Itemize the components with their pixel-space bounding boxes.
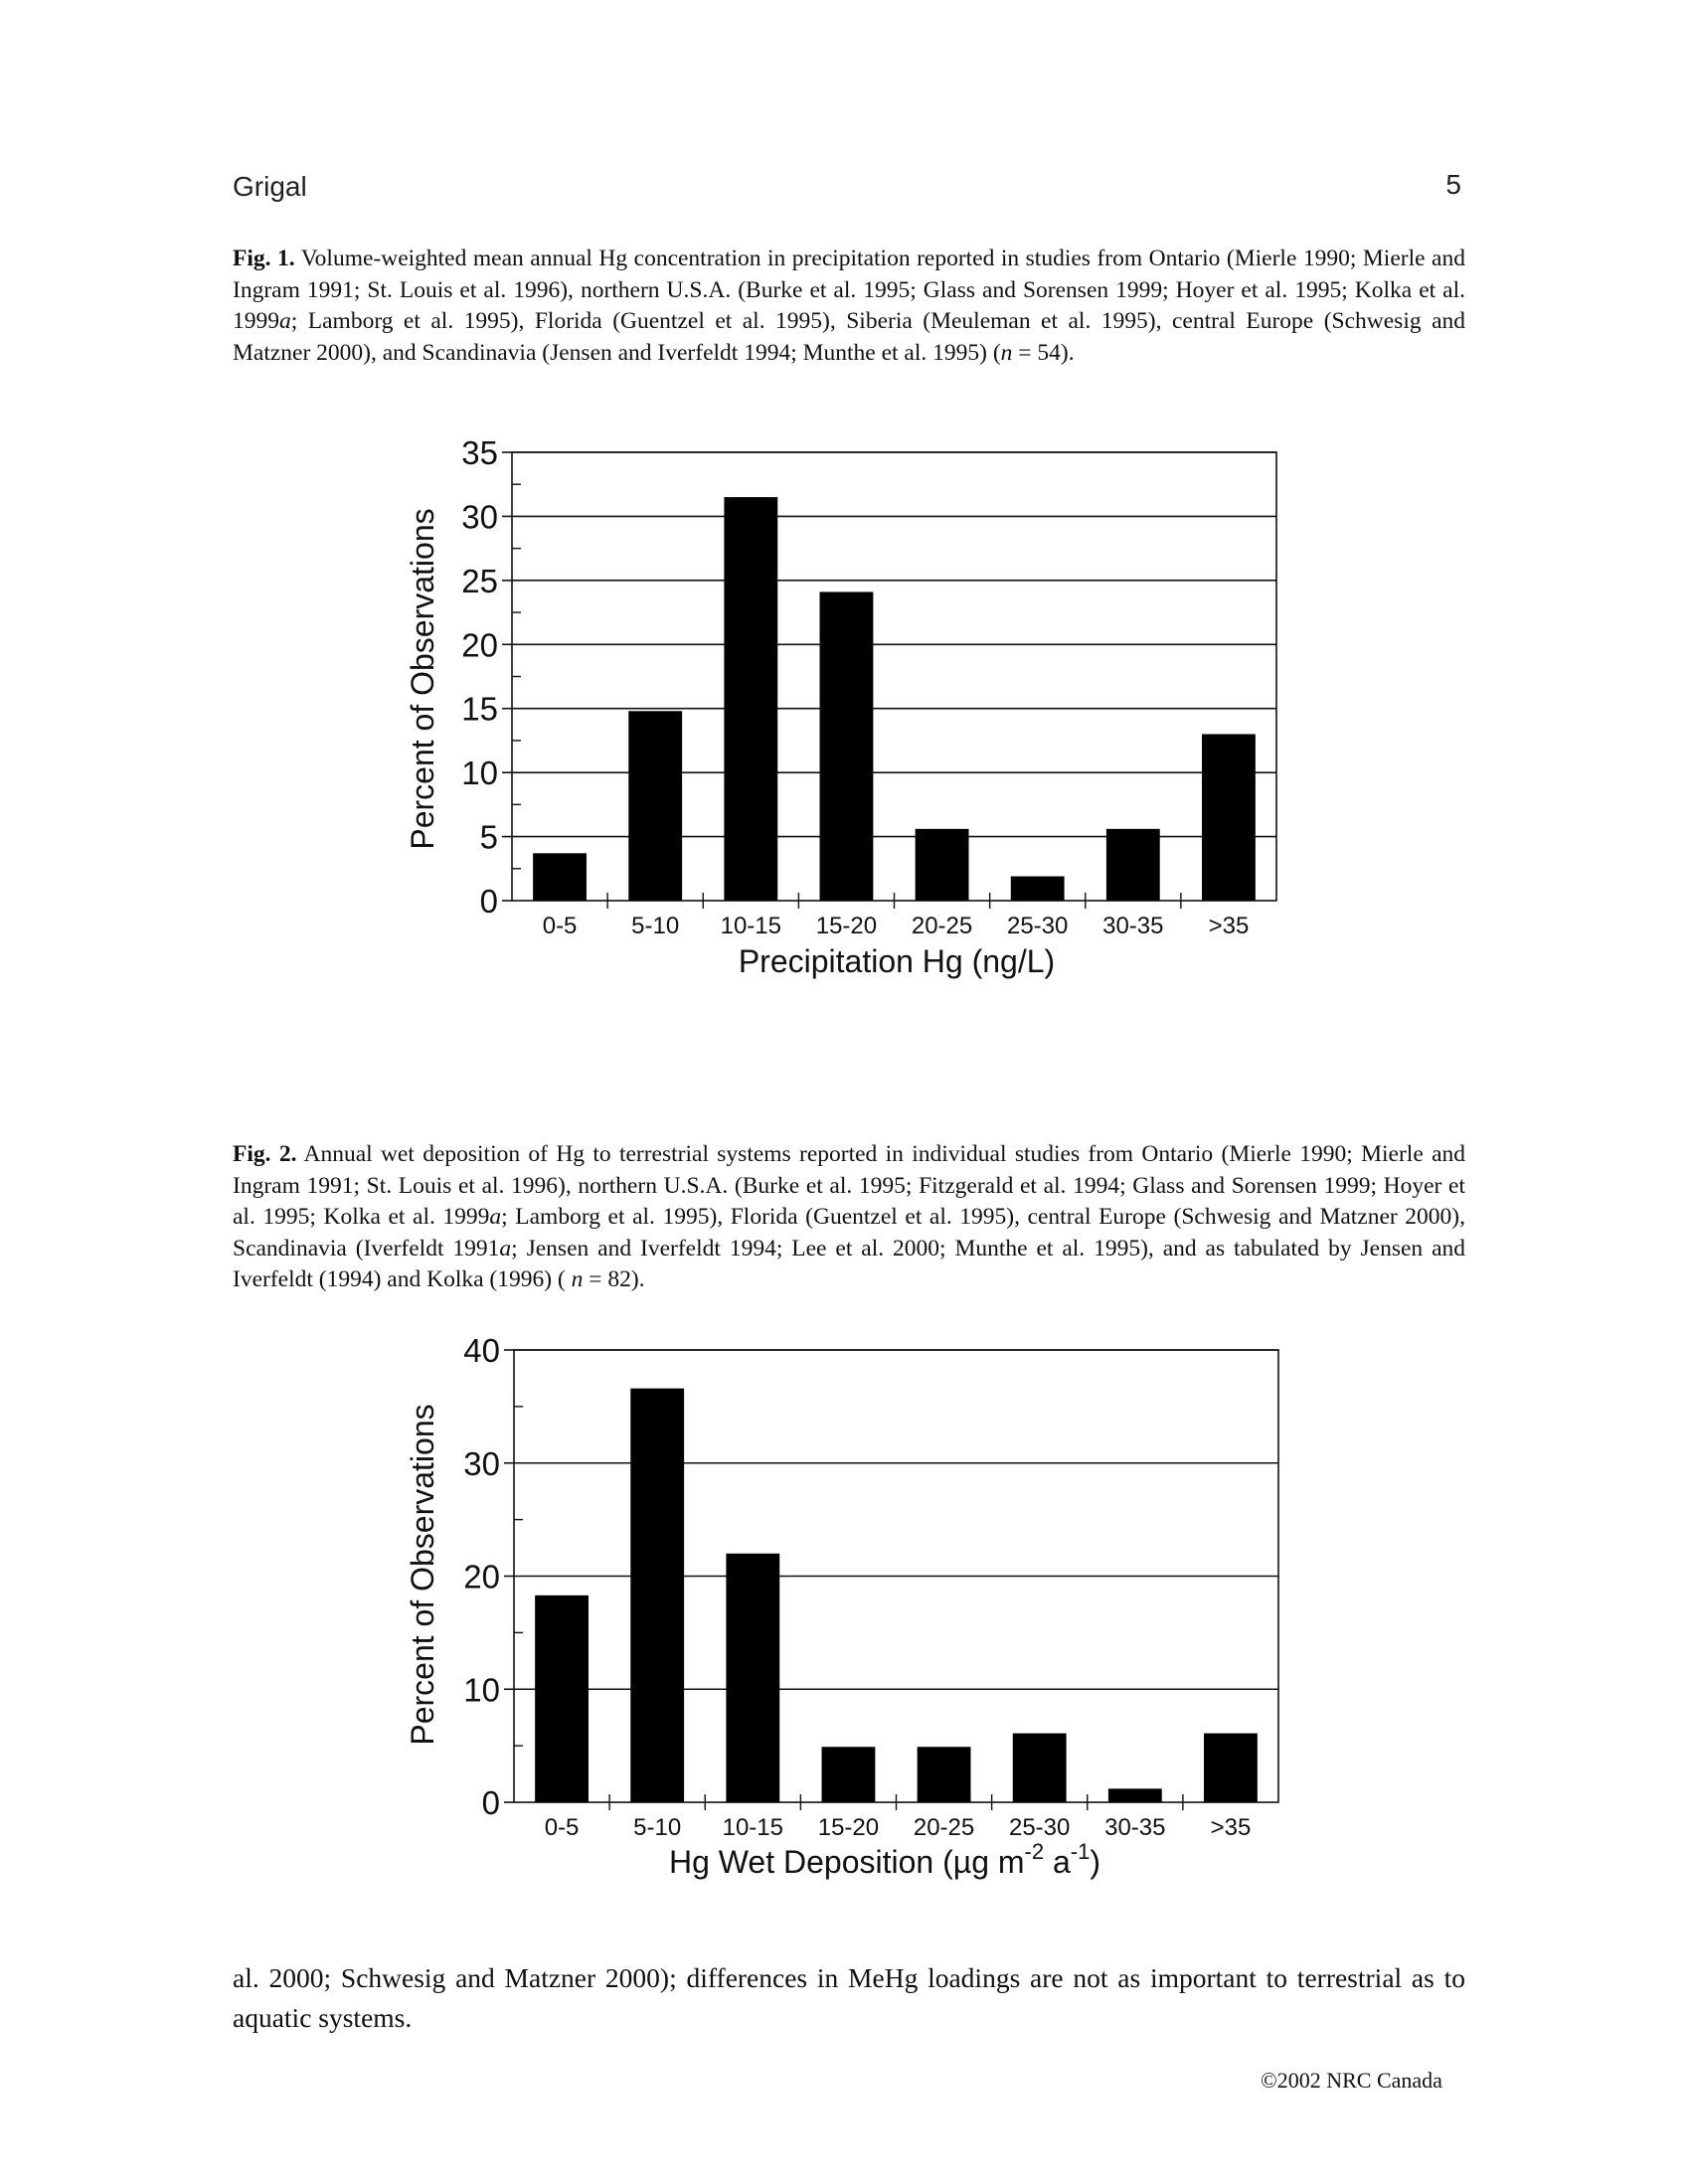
caption-italic: a [279, 308, 291, 334]
y-tick-label: 30 [463, 1444, 500, 1482]
y-tick-label: 15 [461, 690, 498, 728]
bar [918, 1747, 971, 1802]
figure-2-label: Fig. 2. [233, 1141, 297, 1167]
x-tick-label: >35 [1208, 913, 1250, 939]
x-tick-label: 25-30 [1008, 1814, 1071, 1841]
x-tick-label: 20-25 [911, 913, 973, 939]
y-axis-label: Percent of Observations [405, 1404, 440, 1746]
caption-italic: a [489, 1204, 502, 1230]
x-tick-label: 15-20 [815, 913, 878, 939]
x-tick-label: >35 [1210, 1814, 1252, 1841]
caption-italic: a [499, 1235, 512, 1261]
y-tick-label: 25 [461, 562, 498, 599]
caption-text: = 82). [583, 1266, 645, 1292]
y-tick-label: 35 [461, 434, 498, 471]
bar [535, 1596, 589, 1802]
x-axis-label: Precipitation Hg (ng/L) [738, 943, 1056, 979]
caption-text: ; Jensen and Iverfeldt 1994; Lee et al. 2000; Munthe et al. 1995), and as tabulated by Jensen and Iverfeldt (1994) and Kolka (1996) ( [233, 1235, 1465, 1292]
bar [822, 1747, 876, 1802]
x-axis-label-part: a [1044, 1844, 1071, 1880]
x-tick-label: 25-30 [1006, 913, 1069, 939]
copyright-footer: ©2002 NRC Canada [1261, 2068, 1442, 2093]
x-tick-label: 5-10 [631, 913, 680, 939]
x-axis-label [669, 1839, 1100, 1880]
x-tick-label: 20-25 [913, 1814, 975, 1841]
body-paragraph: al. 2000; Schwesig and Matzner 2000); differences in MeHg loadings are not as important to terrestrial as to aquatic systems. [233, 1962, 1465, 2033]
bar [630, 1389, 684, 1802]
running-header-author: Grigal [233, 171, 307, 202]
caption-italic: n [571, 1266, 584, 1292]
x-axis-label-superscript: -1 [1070, 1839, 1091, 1864]
y-tick-label: 10 [461, 755, 498, 792]
bar [726, 1554, 779, 1802]
bar [1013, 1734, 1067, 1802]
x-axis-label-part: Hg Wet Deposition (µg m [669, 1844, 1025, 1880]
y-tick-label: 5 [479, 818, 498, 856]
x-axis-label-part: ) [1090, 1844, 1100, 1880]
y-tick-label: 20 [461, 626, 498, 664]
y-tick-label: 40 [463, 1332, 500, 1369]
caption-italic: n [1000, 339, 1013, 366]
x-tick-label: 30-35 [1102, 913, 1164, 939]
x-tick-label: 5-10 [633, 1814, 682, 1841]
caption-text: ; Lamborg et al. 1995), Florida (Guentzel et al. 1995), central Europe (Schwesig and Matzner 2000), Scandinavia (Iverfeldt 1991 [233, 1204, 1466, 1261]
y-tick-label: 10 [463, 1671, 500, 1709]
page-number: 5 [1445, 169, 1461, 200]
x-tick-label: 15-20 [817, 1814, 880, 1841]
caption-text: ; Lamborg et al. 1995), Florida (Guentzel et al. 1995), Siberia (Meuleman et al. 1995), central Europe (Schwesig and Matzner 2000), and Scandinavia (Jensen and Iverfeldt 1994; Munthe et al. 1995) ( [233, 308, 1465, 366]
x-tick-label: 10-15 [720, 913, 782, 939]
y-axis-label: Percent of Observations [405, 508, 440, 850]
bar [1108, 1788, 1162, 1802]
x-tick-label: 30-35 [1104, 1814, 1166, 1841]
caption-text: = 54). [1012, 339, 1075, 366]
bar [1204, 1734, 1258, 1802]
y-tick-label: 20 [463, 1558, 500, 1596]
x-tick-label: 10-15 [722, 1814, 784, 1841]
caption-text: Annual wet deposition of Hg to terrestrial systems reported in individual studies from Ontario (Mierle 1990; Mierle and Ingram 1991; St. Louis et al. 1996), northern U.S.A. (Burke et al. 1995; Fitzgerald et al. 1994; Glass and Sorensen 1999; Hoyer et al. 1995; Kolka et al. 1999 [233, 1141, 1465, 1230]
caption-text: Volume-weighted mean annual Hg concentration in precipitation reported in studies from Ontario (Mierle 1990; Mierle and Ingram 1991; St. Louis et al. 1996), northern U.S.A. (Burke et al. 1995; Glass and Sorensen 1999; Hoyer et al. 1995; Kolka et al. 1999 [233, 246, 1465, 334]
y-tick-label: 0 [481, 1784, 500, 1821]
y-tick-label: 30 [461, 498, 498, 536]
y-tick-label: 0 [479, 883, 498, 920]
x-tick-label: 0-5 [542, 913, 578, 939]
x-tick-label: 0-5 [544, 1814, 580, 1841]
x-axis-label-superscript: -2 [1024, 1839, 1045, 1864]
figure-1-label: Fig. 1. [233, 246, 295, 271]
